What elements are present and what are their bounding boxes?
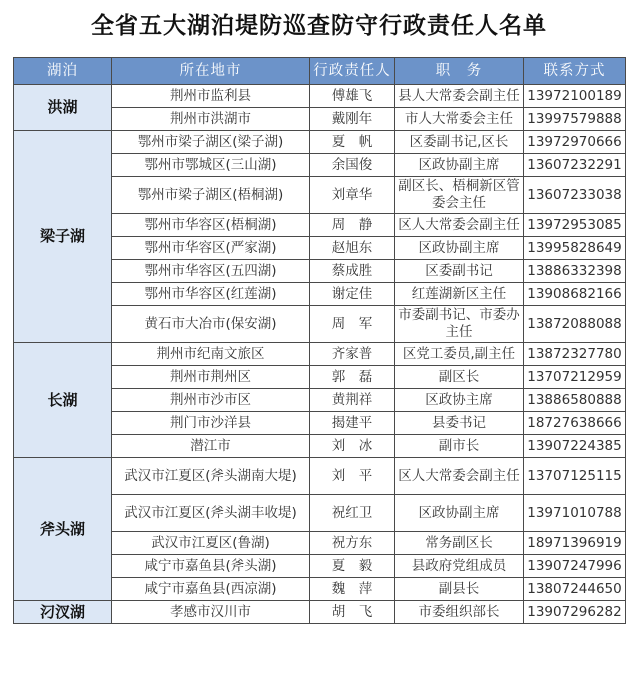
table-row [14, 458, 626, 495]
phone-cell: 13607232291 [524, 154, 626, 177]
person-cell: 戴刚年 [310, 108, 395, 131]
phone-cell: 13872327780 [524, 343, 626, 366]
position-cell: 区党工委员,副主任 [395, 343, 524, 366]
table-row [14, 601, 626, 624]
phone-cell: 13908682166 [524, 283, 626, 306]
phone-cell: 13907247996 [524, 555, 626, 578]
location-cell: 荆州市沙市区 [112, 389, 310, 412]
phone-cell: 13972100189 [524, 85, 626, 108]
location-cell: 潜江市 [112, 435, 310, 458]
responsibility-table [13, 57, 626, 624]
position-cell: 市人大常委会主任 [395, 108, 524, 131]
position-cell: 副区长 [395, 366, 524, 389]
position-cell: 副区长、梧桐新区管委会主任 [395, 177, 524, 214]
table-header-row [14, 58, 626, 85]
phone-cell: 13886332398 [524, 260, 626, 283]
person-cell: 郭 磊 [310, 366, 395, 389]
phone-cell: 13972970666 [524, 131, 626, 154]
person-cell: 刘 平 [310, 458, 395, 495]
location-cell: 鄂州市华容区(红莲湖) [112, 283, 310, 306]
position-cell: 副县长 [395, 578, 524, 601]
phone-cell: 13907224385 [524, 435, 626, 458]
position-cell: 区政协副主席 [395, 495, 524, 532]
position-cell: 常务副区长 [395, 532, 524, 555]
location-cell: 武汉市江夏区(鲁湖) [112, 532, 310, 555]
location-cell: 鄂州市华容区(五四湖) [112, 260, 310, 283]
location-cell: 孝感市汉川市 [112, 601, 310, 624]
lake-name-cell: 洪湖 [14, 85, 112, 131]
position-cell: 县政府党组成员 [395, 555, 524, 578]
position-cell: 县委书记 [395, 412, 524, 435]
position-cell: 副市长 [395, 435, 524, 458]
phone-cell: 13995828649 [524, 237, 626, 260]
position-cell: 区政协副主席 [395, 154, 524, 177]
header-phone: 联系方式 [524, 58, 626, 85]
location-cell: 荆门市沙洋县 [112, 412, 310, 435]
phone-cell: 13607233038 [524, 177, 626, 214]
person-cell: 揭建平 [310, 412, 395, 435]
phone-cell: 13872088088 [524, 306, 626, 343]
phone-cell: 13972953085 [524, 214, 626, 237]
person-cell: 余国俊 [310, 154, 395, 177]
position-cell: 市委副书记、市委办主任 [395, 306, 524, 343]
person-cell: 祝红卫 [310, 495, 395, 532]
table-row [14, 131, 626, 154]
person-cell: 赵旭东 [310, 237, 395, 260]
position-cell: 区委副书记 [395, 260, 524, 283]
lake-name-cell: 斧头湖 [14, 458, 112, 601]
phone-cell: 18971396919 [524, 532, 626, 555]
position-cell: 市委组织部长 [395, 601, 524, 624]
location-cell: 荆州市荆州区 [112, 366, 310, 389]
position-cell: 区委副书记,区长 [395, 131, 524, 154]
phone-cell: 13907296282 [524, 601, 626, 624]
person-cell: 傅雄飞 [310, 85, 395, 108]
person-cell: 周 静 [310, 214, 395, 237]
phone-cell: 13807244650 [524, 578, 626, 601]
person-cell: 夏 毅 [310, 555, 395, 578]
location-cell: 荆州市监利县 [112, 85, 310, 108]
lake-name-cell: 汈汊湖 [14, 601, 112, 624]
location-cell: 荆州市纪南文旅区 [112, 343, 310, 366]
phone-cell: 13707125115 [524, 458, 626, 495]
header-person: 行政责任人 [310, 58, 395, 85]
table-row [14, 85, 626, 108]
person-cell: 黄荆祥 [310, 389, 395, 412]
phone-cell: 13997579888 [524, 108, 626, 131]
table-body [14, 85, 626, 624]
location-cell: 鄂州市梁子湖区(梧桐湖) [112, 177, 310, 214]
person-cell: 祝方东 [310, 532, 395, 555]
person-cell: 刘章华 [310, 177, 395, 214]
lake-name-cell: 长湖 [14, 343, 112, 458]
person-cell: 刘 冰 [310, 435, 395, 458]
person-cell: 周 军 [310, 306, 395, 343]
table-row [14, 343, 626, 366]
header-position: 职 务 [395, 58, 524, 85]
location-cell: 咸宁市嘉鱼县(西凉湖) [112, 578, 310, 601]
header-lake: 湖泊 [14, 58, 112, 85]
phone-cell: 18727638666 [524, 412, 626, 435]
position-cell: 区人大常委会副主任 [395, 214, 524, 237]
location-cell: 武汉市江夏区(斧头湖丰收堤) [112, 495, 310, 532]
person-cell: 齐家普 [310, 343, 395, 366]
header-location: 所在地市 [112, 58, 310, 85]
location-cell: 鄂州市华容区(梧桐湖) [112, 214, 310, 237]
phone-cell: 13971010788 [524, 495, 626, 532]
person-cell: 魏 萍 [310, 578, 395, 601]
person-cell: 夏 帆 [310, 131, 395, 154]
position-cell: 县人大常委会副主任 [395, 85, 524, 108]
lake-name-cell: 梁子湖 [14, 131, 112, 343]
location-cell: 鄂州市华容区(严家湖) [112, 237, 310, 260]
person-cell: 胡 飞 [310, 601, 395, 624]
location-cell: 鄂州市梁子湖区(梁子湖) [112, 131, 310, 154]
phone-cell: 13886580888 [524, 389, 626, 412]
position-cell: 区政协副主席 [395, 237, 524, 260]
location-cell: 黄石市大冶市(保安湖) [112, 306, 310, 343]
person-cell: 谢定佳 [310, 283, 395, 306]
location-cell: 荆州市洪湖市 [112, 108, 310, 131]
phone-cell: 13707212959 [524, 366, 626, 389]
document-title: 全省五大湖泊堤防巡查防守行政责任人名单 [91, 13, 547, 39]
location-cell: 咸宁市嘉鱼县(斧头湖) [112, 555, 310, 578]
location-cell: 鄂州市鄂城区(三山湖) [112, 154, 310, 177]
person-cell: 蔡成胜 [310, 260, 395, 283]
position-cell: 红莲湖新区主任 [395, 283, 524, 306]
position-cell: 区人大常委会副主任 [395, 458, 524, 495]
position-cell: 区政协主席 [395, 389, 524, 412]
location-cell: 武汉市江夏区(斧头湖南大堤) [112, 458, 310, 495]
